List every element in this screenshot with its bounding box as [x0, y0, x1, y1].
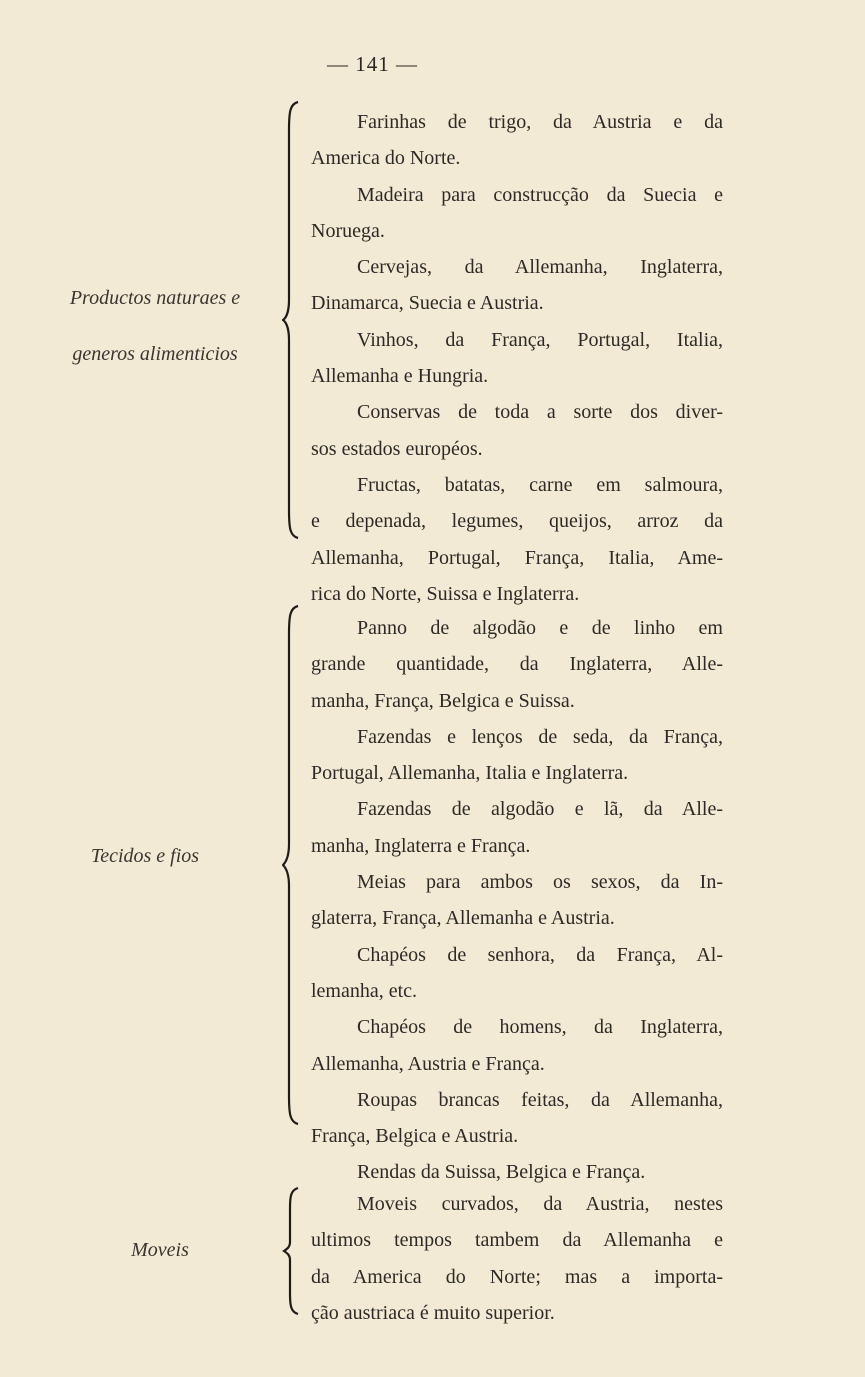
entry-line: Fazendas e lenços de seda, da França, — [357, 725, 723, 748]
curly-brace — [282, 1186, 302, 1316]
entry-line: Vinhos, da França, Portugal, Italia, — [357, 328, 723, 351]
entry — [311, 394, 723, 467]
entry-line: manha, França, Belgica e Suissa. — [311, 689, 575, 712]
entry-line: ção austriaca é muito superior. — [311, 1301, 555, 1324]
entry-line: Allemanha e Hungria. — [311, 365, 489, 388]
section-label-line: generos alimenticios — [72, 343, 238, 365]
entry — [311, 322, 723, 395]
entry-line: Cervejas, da Allemanha, Inglaterra, — [357, 256, 723, 279]
entry-line: manha, Inglaterra e França. — [311, 834, 531, 857]
entry-line: Fructas, batatas, carne em salmoura, — [357, 473, 723, 496]
entry-line: Fazendas de algodão e lã, da Alle- — [357, 798, 723, 821]
entry-line: Portugal, Allemanha, Italia e Inglaterra. — [311, 762, 629, 785]
curly-brace — [282, 604, 302, 1126]
entry-line: Moveis curvados, da Austria, nestes — [357, 1193, 723, 1215]
entry — [311, 177, 723, 250]
entry — [311, 1186, 723, 1331]
entry-line: Panno de algodão e de linho em — [357, 617, 723, 639]
entry-line: Allemanha, Portugal, França, Italia, Ame- — [311, 546, 723, 569]
entry-line: Rendas da Suissa, Belgica e França. — [357, 1161, 646, 1184]
entry-line: rica do Norte, Suissa e Inglaterra. — [311, 582, 580, 605]
entry-line: Allemanha, Austria e França. — [311, 1052, 545, 1075]
section-label-line: Moveis — [131, 1239, 189, 1261]
entry — [311, 610, 723, 719]
entry-line: America do Norte. — [311, 147, 461, 170]
section-label — [30, 270, 280, 382]
entry-line: Farinhas de trigo, da Austria e da — [357, 111, 723, 133]
entry — [311, 104, 723, 177]
entry-line: Meias para ambos os sexos, da In- — [357, 871, 723, 894]
entry — [311, 864, 723, 937]
entry — [311, 719, 723, 792]
entry-line: grande quantidade, da Inglaterra, Alle- — [311, 653, 723, 676]
entry-line: Madeira para construcção da Suecia e — [357, 183, 723, 206]
section-label-line: Tecidos e fios — [90, 845, 200, 867]
entry-line: Noruega. — [311, 219, 385, 242]
entry-line: glaterra, França, Allemanha e Austria. — [311, 907, 615, 930]
entry — [311, 467, 723, 612]
entry-line: lemanha, etc. — [311, 979, 418, 1002]
entry-line: Roupas brancas feitas, da Allemanha, — [357, 1088, 723, 1111]
entry-line: da America do Norte; mas a importa- — [311, 1265, 723, 1288]
entry — [311, 791, 723, 864]
page-number: — 141 — — [327, 52, 418, 76]
curly-brace — [282, 100, 302, 540]
entry-line: Dinamarca, Suecia e Austria. — [311, 292, 544, 315]
entries-list — [311, 104, 723, 612]
entry-line: e depenada, legumes, queijos, arroz da — [311, 510, 723, 533]
entry — [311, 937, 723, 1010]
entry — [311, 1009, 723, 1082]
entry — [311, 249, 723, 322]
entries-list — [311, 610, 723, 1191]
entries-list — [311, 1186, 723, 1331]
entry-line: ultimos tempos tambem da Allemanha e — [311, 1229, 723, 1252]
entry-line: Chapéos de senhora, da França, Al- — [357, 943, 723, 966]
entry-line: Chapéos de homens, da Inglaterra, — [357, 1016, 723, 1039]
entry-line: França, Belgica e Austria. — [311, 1125, 519, 1148]
section-label-line: Productos naturaes e — [69, 287, 241, 309]
section-label — [20, 828, 270, 884]
section-label — [35, 1222, 285, 1278]
entry-line: Conservas de toda a sorte dos diver- — [357, 401, 723, 424]
entry-line: sos estados européos. — [311, 437, 483, 460]
entry — [311, 1082, 723, 1155]
